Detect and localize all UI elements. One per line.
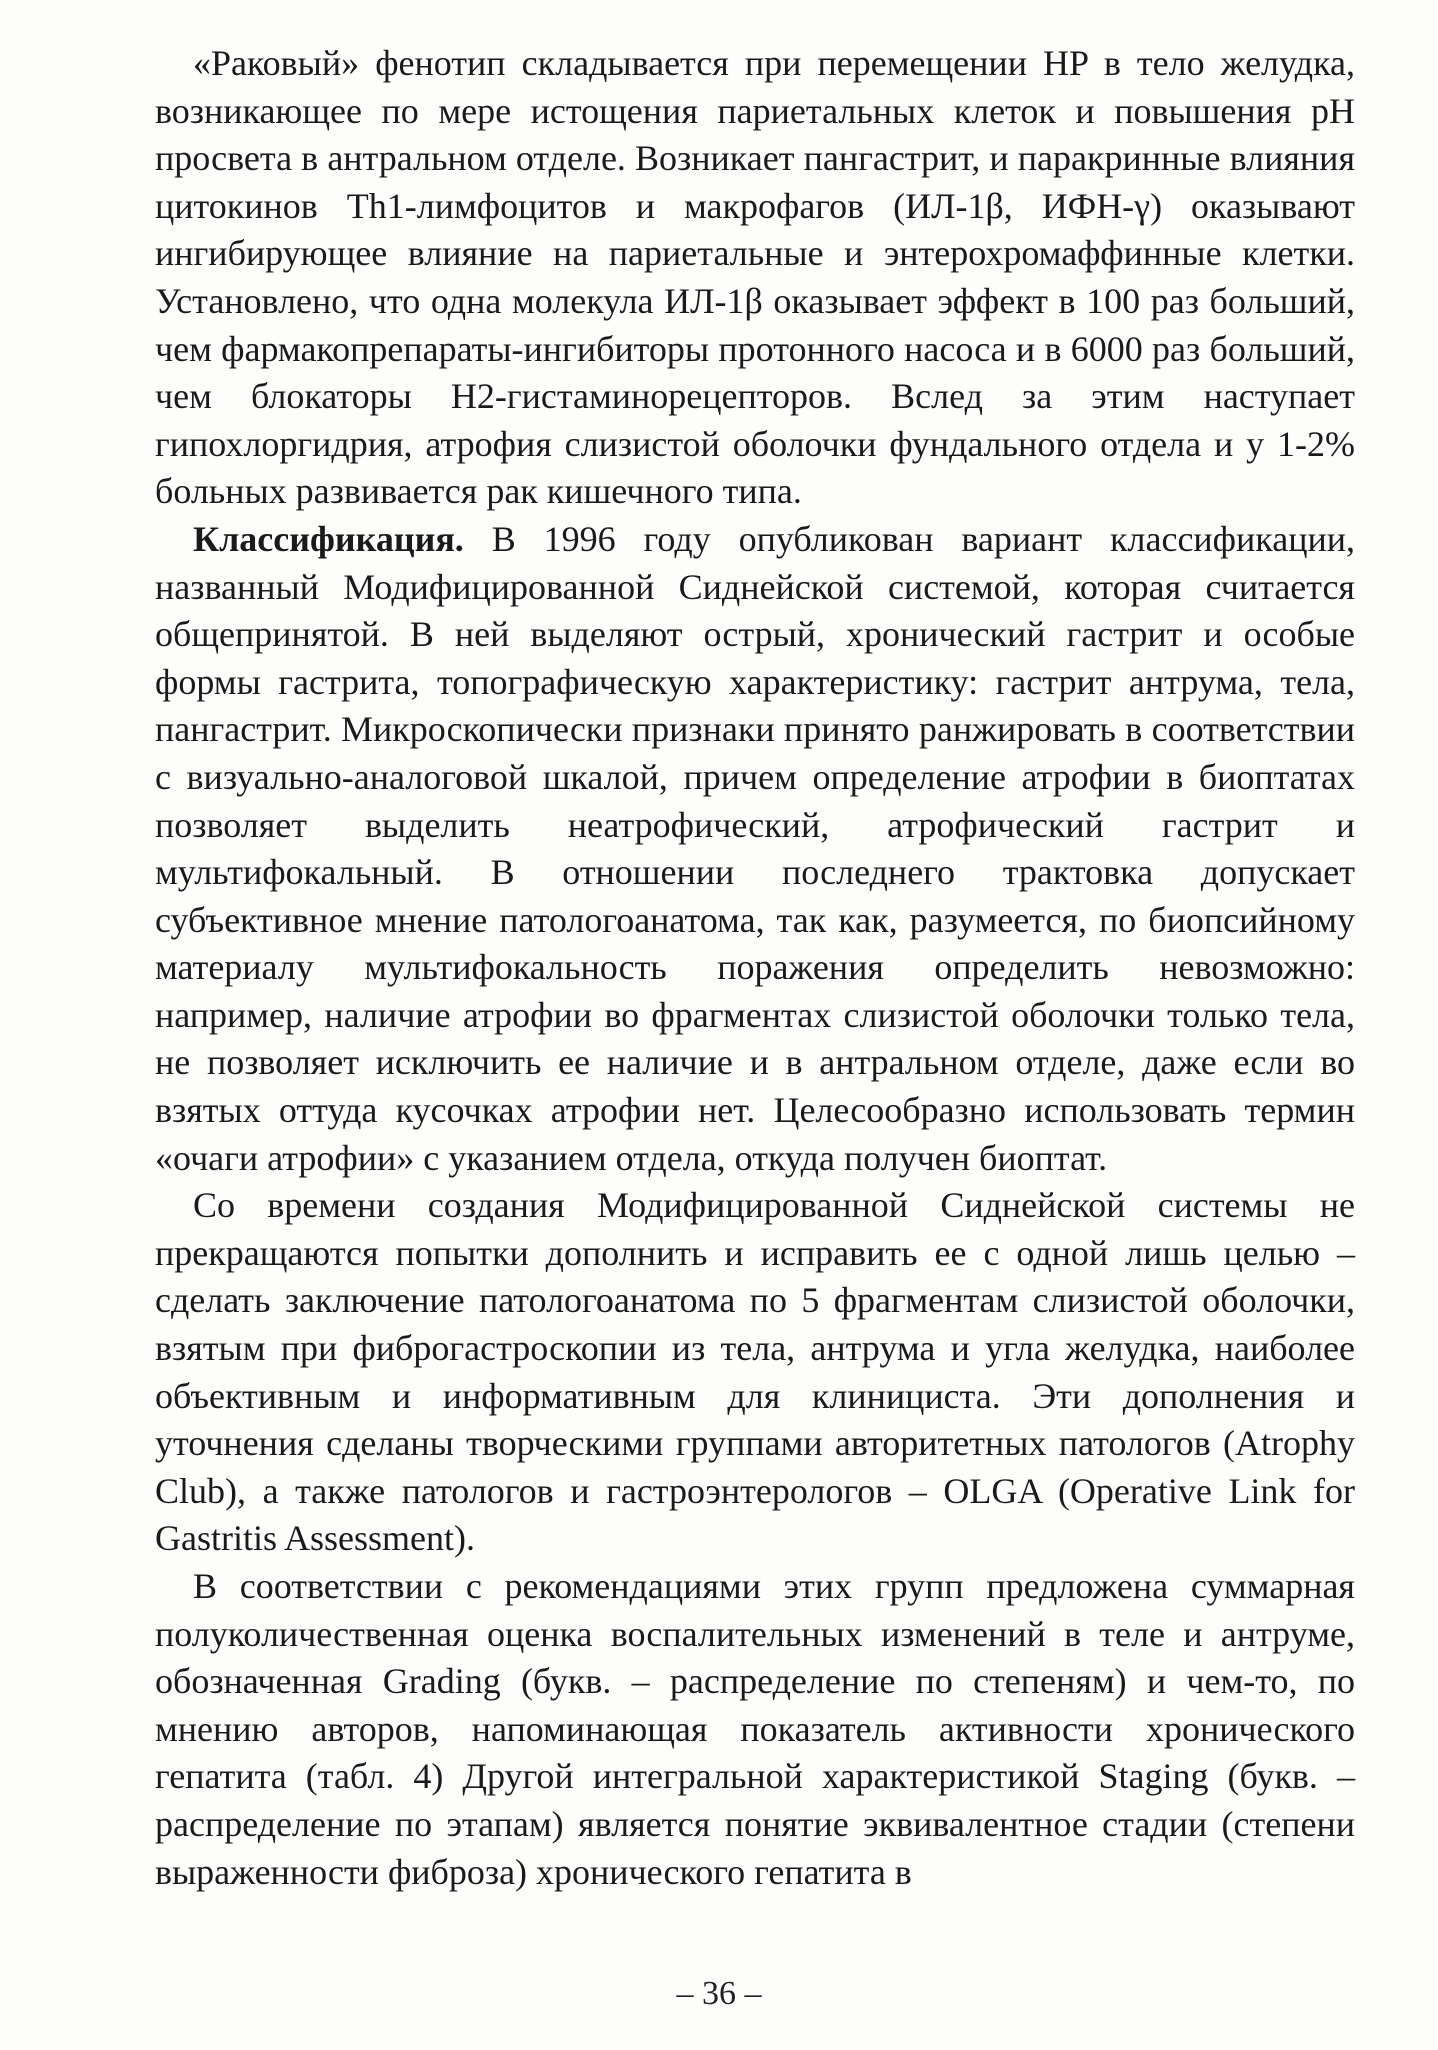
paragraph-classification	[155, 516, 1355, 1182]
page-number: – 36 –	[676, 1975, 762, 2012]
paragraph-cancer-phenotype	[155, 40, 1355, 516]
paragraph-grading-staging	[155, 1563, 1355, 1896]
paragraph-text: «Раковый» фенотип складывается при перемещении HP в тело желудка, возникающее по мере истощения париетальных клеток и повышения pH просвета в антральном отделе. Возникает пангастрит, и паракринные влияния цитокинов Th1-лимфоцитов и макрофагов (ИЛ-1β, ИФН-γ) оказывают ингибирующее влияние на париетальные и энтерохромаффинные клетки. Установлено, что одна молекула ИЛ-1β оказывает эффект в 100 раз больший, чем фармакопрепараты-ингибиторы протонного насоса и в 6000 раз больший, чем блокаторы Н2-гистаминорецепторов. Вслед за этим наступает гипохлоргидрия, атрофия слизистой оболочки фундального отдела и у 1-2% больных развивается рак кишечного типа.	[155, 43, 1355, 512]
paragraph-text: В 1996 году опубликован вариант классификации, названный Модифицированной Сиднейской системой, которая считается общепринятой. В ней выделяют острый, хронический гастрит и особые формы гастрита, топографическую характеристику: гастрит антрума, тела, пангастрит. Микроскопически признаки принято ранжировать в соответствии с визуально-аналоговой шкалой, причем определение атрофии в биоптатах позволяет выделить неатрофический, атрофический гастрит и мультифокальный. В отношении последнего трактовка допускает субъективное мнение патологоанатома, так как, разумеется, по биопсийному материалу мультифокальность поражения определить невозможно: например, наличие атрофии во фрагментах слизистой оболочки только тела, не позволяет исключить ее наличие и в антральном отделе, даже если во взятых оттуда кусочках атрофии нет. Целесообразно использовать термин «очаги атрофии» с указанием отдела, откуда получен биоптат.	[155, 518, 1355, 1178]
paragraph-text: В соответствии с рекомендациями этих групп предложена суммарная полуколичественная оценка воспалительных изменений в теле и антруме, обозначенная Grading (букв. – распределение по степеням) и чем-то, по мнению авторов, напоминающая показатель активности хронического гепатита (табл. 4) Другой интегральной характеристикой Staging (букв. – распределение по этапам) является понятие эквивалентное стадии (степени выраженности фиброза) хронического гепатита в	[155, 1566, 1355, 1892]
section-heading-classification: Классификация.	[193, 518, 464, 559]
body-text	[155, 40, 1355, 1896]
paragraph-text: Со времени создания Модифицированной Сиднейской системы не прекращаются попытки дополнить и исправить ее с одной лишь целью – сделать заключение патологоанатома по 5 фрагментам слизистой оболочки, взятым при фиброгастроскопии из тела, антрума и угла желудка, наиболее объективным и информативным для клинициста. Эти дополнения и уточнения сделаны творческими группами авторитетных патологов (Atrophy Club), а также патологов и гастроэнтерологов – OLGA (Operative Link for Gastritis Assessment).	[155, 1185, 1355, 1559]
paragraph-sydney-system	[155, 1182, 1355, 1563]
